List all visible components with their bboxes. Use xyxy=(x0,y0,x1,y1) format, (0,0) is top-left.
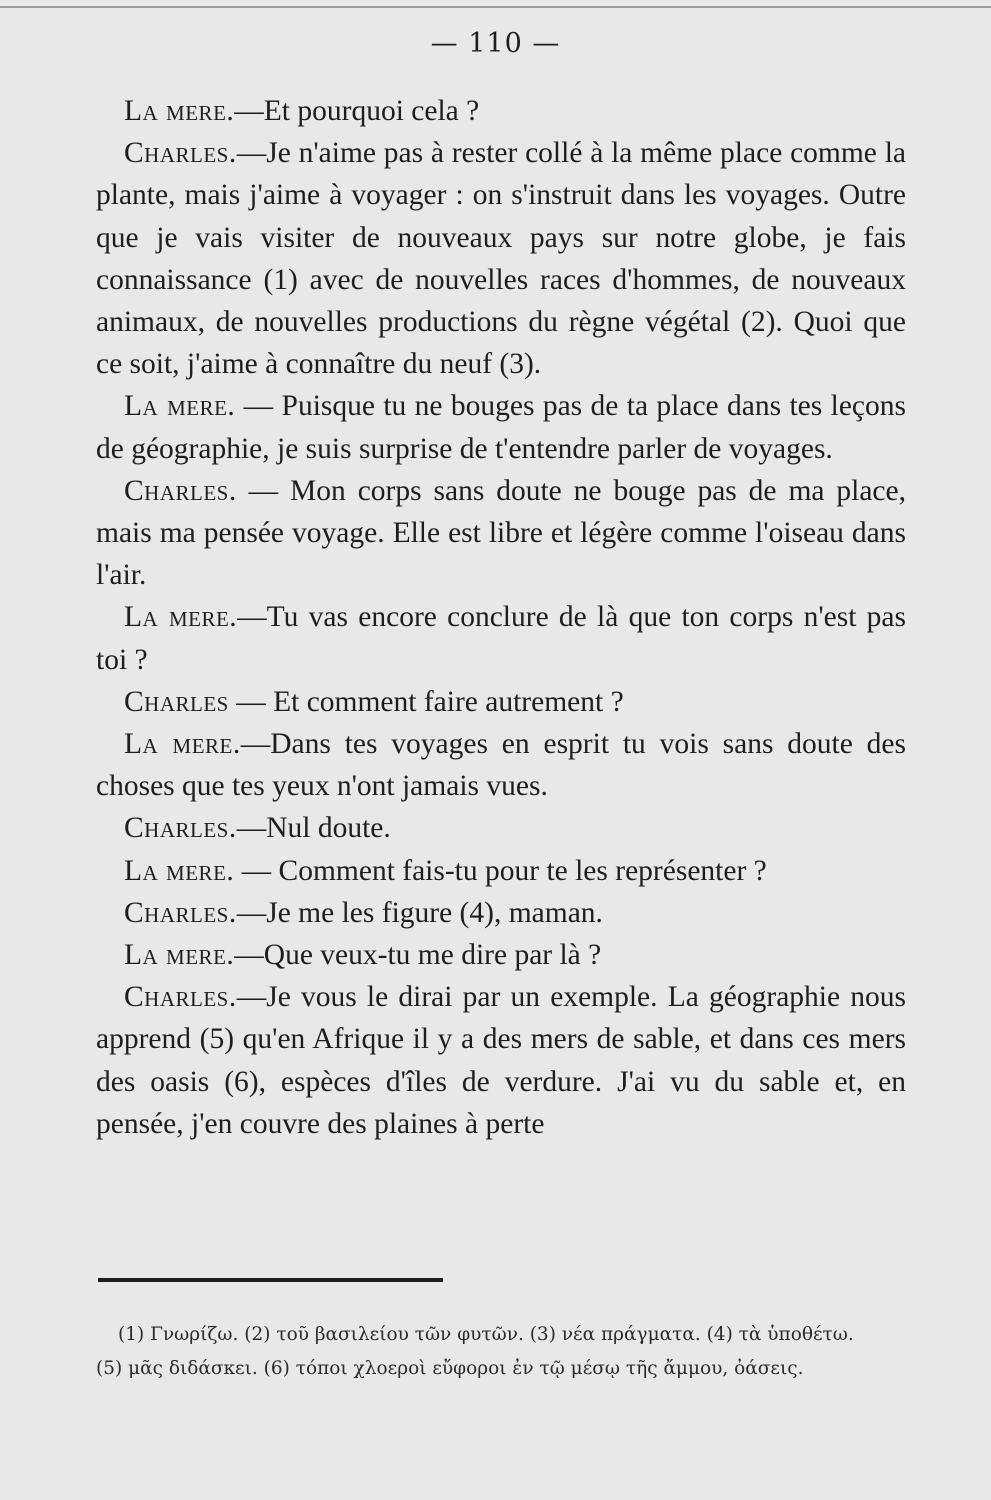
dialogue-paragraph xyxy=(96,470,906,597)
dialogue-paragraph xyxy=(96,976,906,1145)
speech-text: —Je n'aime pas à rester collé à la même place comme la plante, mais j'aime à voyager : on s'instruit dans les voyages. Outre que je vais visiter de nouveaux pays sur notre globe, je fais connaissance (1) avec de nouvelles races d'hommes, de nouveaux animaux, de nouvelles productions du règne végétal (2). Quoi que ce soit, j'aime à connaître du neuf (3). xyxy=(96,137,906,381)
speech-text: — Comment fais-tu pour te les représenter ? xyxy=(234,854,767,887)
dialogue-paragraph xyxy=(96,132,906,385)
dialogue-text xyxy=(96,90,906,1145)
speech-text: —Que veux-tu me dire par là ? xyxy=(234,939,602,972)
speaker-name: La mere. xyxy=(124,390,236,423)
dialogue-paragraph xyxy=(96,385,906,469)
footnote-line: (1) Γνωρίζω. (2) τοῦ βασιλείου τῶν φυτῶν. (3) νέα πράγματα. (4) τὰ ὑποθέτω. xyxy=(118,1324,854,1345)
footnote-separator xyxy=(98,1278,443,1282)
speaker-name: Charles. xyxy=(124,474,237,507)
speech-text: —Je me les figure (4), maman. xyxy=(236,896,603,929)
speaker-name: La mere. xyxy=(124,95,235,127)
dialogue-paragraph xyxy=(96,807,906,849)
speech-text: — Et comment faire autrement ? xyxy=(228,685,624,718)
speech-text: —Dans tes voyages en esprit tu vois sans doute des choses que tes yeux n'ont jamais vues. xyxy=(96,728,906,803)
dialogue-paragraph xyxy=(96,934,906,976)
speech-text: —Nul doute. xyxy=(236,812,391,845)
speaker-name: La mere. xyxy=(124,939,235,972)
speech-text: —Et pourquoi cela ? xyxy=(234,95,480,127)
speaker-name: Charles. xyxy=(124,981,237,1014)
dialogue-paragraph xyxy=(96,681,906,723)
speaker-name: Charles. xyxy=(124,137,237,170)
speaker-name: La mere. xyxy=(124,854,235,887)
speaker-name: Charles xyxy=(124,685,229,718)
dialogue-paragraph xyxy=(96,892,906,934)
speech-text: —Tu vas encore conclure de là que ton corps n'est pas toi ? xyxy=(96,601,906,676)
dialogue-paragraph xyxy=(96,90,906,132)
dialogue-paragraph xyxy=(96,723,906,807)
speech-text: — Mon corps sans doute ne bouge pas de ma place, mais ma pensée voyage. Elle est libre et légère comme l'oiseau dans l'air. xyxy=(96,474,906,592)
dialogue-paragraph xyxy=(96,850,906,892)
dialogue-paragraph xyxy=(96,596,906,680)
speaker-name: La mere. xyxy=(124,728,241,761)
speaker-name: Charles. xyxy=(124,896,237,929)
page-number: — 110 — xyxy=(430,28,561,59)
speech-text: —Je vous le dirai par un exemple. La géographie nous apprend (5) qu'en Afrique il y a des mers de sable, et dans ces mers des oasis (6), espèces d'îles de verdure. J'ai vu du sable et, en pensée, j'en couvre des plaines à perte xyxy=(96,981,906,1140)
footnote-line: (5) μᾶς διδάσκει. (6) τόποι χλοεροὶ εὔφοροι ἐν τῷ μέσῳ τῆς ἄμμου, ὀάσεις. xyxy=(96,1358,804,1379)
footnotes xyxy=(96,1318,918,1386)
speech-text: — Puisque tu ne bouges pas de ta place dans tes leçons de géographie, je suis surprise de t'entendre parler de voyages. xyxy=(96,390,906,465)
speaker-name: Charles. xyxy=(124,812,237,845)
speaker-name: La mere. xyxy=(124,601,238,634)
